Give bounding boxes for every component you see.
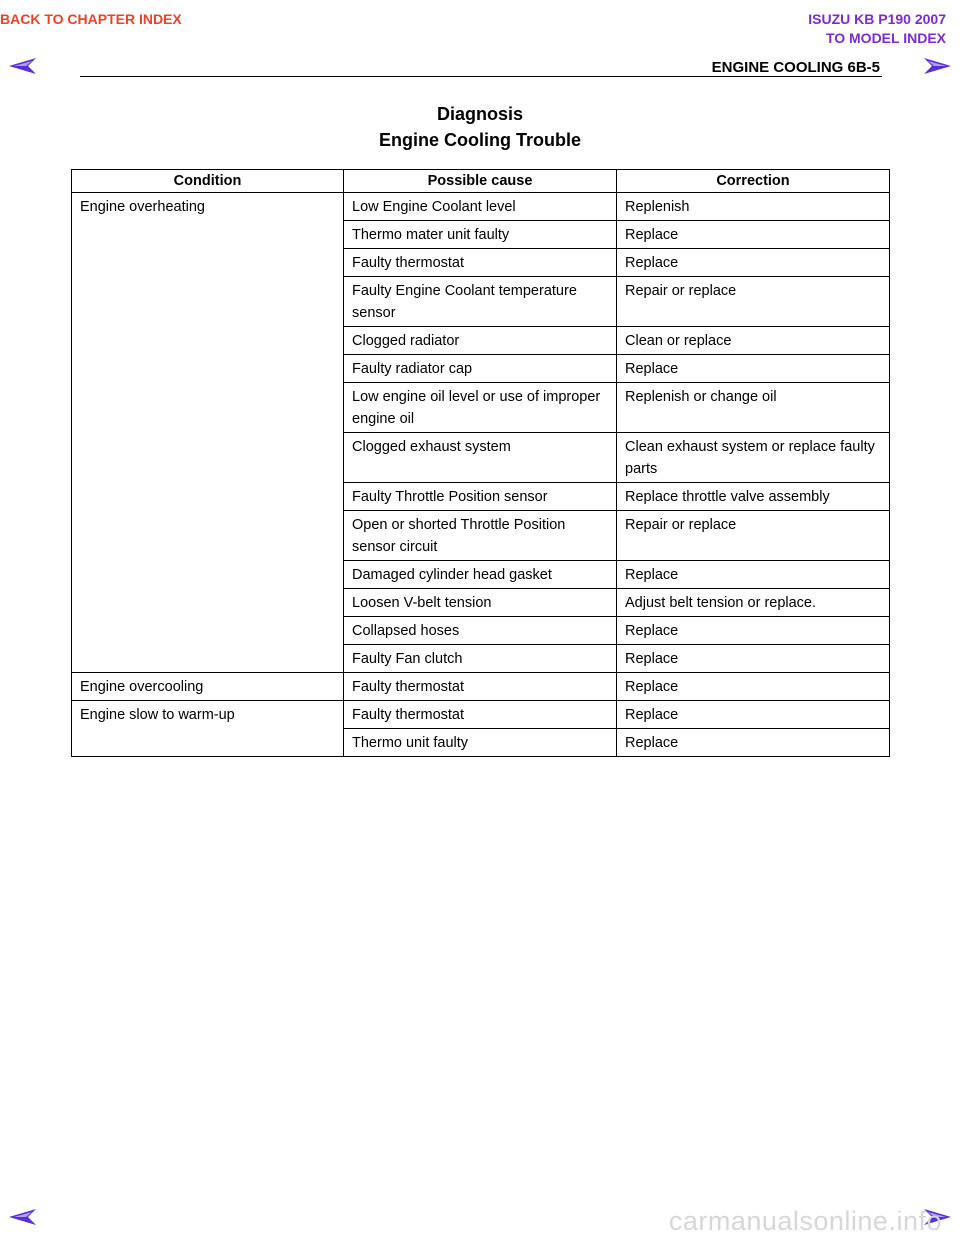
correction-cell: Replace [617,701,890,729]
cause-cell: Low Engine Coolant level [344,193,617,221]
correction-cell: Replenish [617,193,890,221]
correction-cell: Replace [617,249,890,277]
correction-cell: Replace [617,673,890,701]
correction-cell: Replace throttle valve assembly [617,483,890,511]
section-header: ENGINE COOLING 6B-5 [711,59,880,76]
to-model-index-link[interactable]: TO MODEL INDEX [825,30,946,46]
condition-cell: Engine overcooling [72,673,344,701]
correction-cell: Replace [617,729,890,757]
correction-cell: Replace [617,617,890,645]
cause-cell: Faulty Throttle Position sensor [344,483,617,511]
cause-cell: Loosen V-belt tension [344,589,617,617]
watermark: carmanualsonline.info [668,1206,942,1236]
correction-cell: Replace [617,221,890,249]
condition-cell: Engine overheating [72,193,344,673]
cause-cell: Faulty thermostat [344,249,617,277]
back-to-chapter-index-link[interactable]: BACK TO CHAPTER INDEX [0,11,182,27]
cause-cell: Faulty radiator cap [344,355,617,383]
arrow-right-icon[interactable] [922,57,952,75]
correction-cell: Replenish or change oil [617,383,890,433]
cause-cell: Clogged radiator [344,327,617,355]
condition-cell: Engine slow to warm-up [72,701,344,757]
correction-cell: Replace [617,355,890,383]
arrow-left-icon[interactable] [8,57,38,75]
cause-cell: Collapsed hoses [344,617,617,645]
column-header-cause: Possible cause [344,170,617,193]
cause-cell: Open or shorted Throttle Position sensor circuit [344,511,617,561]
cause-cell: Faulty Fan clutch [344,645,617,673]
arrow-left-icon[interactable] [8,1208,38,1226]
table-header-row [72,170,890,193]
correction-cell: Repair or replace [617,511,890,561]
correction-cell: Replace [617,561,890,589]
correction-cell: Replace [617,645,890,673]
table-row [72,673,890,701]
table-body [72,193,890,757]
correction-cell: Adjust belt tension or replace. [617,589,890,617]
cause-cell: Damaged cylinder head gasket [344,561,617,589]
cause-cell: Clogged exhaust system [344,433,617,483]
correction-cell: Clean exhaust system or replace faulty parts [617,433,890,483]
table-row [72,193,890,221]
cause-cell: Faulty Engine Coolant temperature sensor [344,277,617,327]
cause-cell: Low engine oil level or use of improper engine oil [344,383,617,433]
column-header-condition: Condition [72,170,344,193]
page-title: Diagnosis [436,104,524,124]
header-rule [80,76,882,77]
cause-cell: Thermo mater unit faulty [344,221,617,249]
correction-cell: Repair or replace [617,277,890,327]
column-header-correction: Correction [617,170,890,193]
model-title-link[interactable]: ISUZU KB P190 2007 [808,11,946,27]
page-subtitle: Engine Cooling Trouble [379,130,581,150]
correction-cell: Clean or replace [617,327,890,355]
cause-cell: Faulty thermostat [344,701,617,729]
table-row [72,701,890,729]
trouble-table [71,169,890,757]
cause-cell: Faulty thermostat [344,673,617,701]
cause-cell: Thermo unit faulty [344,729,617,757]
